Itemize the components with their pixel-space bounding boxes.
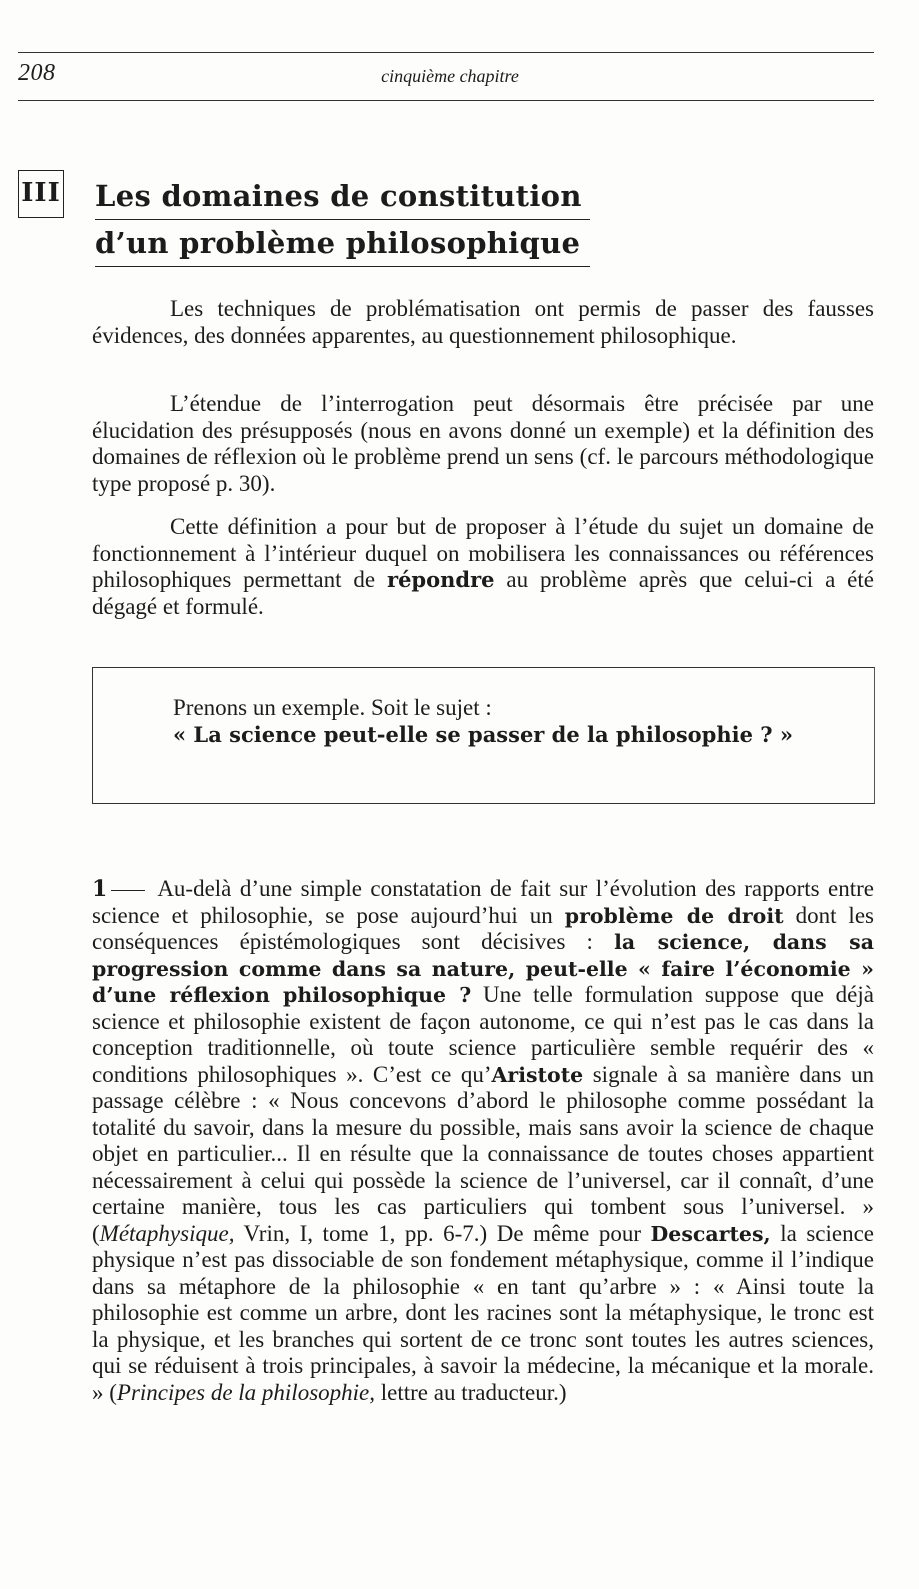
- point-1-bold-2: la science, dans sa progression comme dans sa nature, peut-elle « faire l’économie » d’une réflexion philosophique ?: [92, 930, 874, 1007]
- example-subject: « La science peut-elle se passer de la philosophie ? »: [173, 722, 794, 747]
- point-1-text-6: la science physique n’est pas dissociable de son fondement métaphysique, comme il l’indique dans sa métaphore de la philosophie « en tant qu’arbre » : « Ainsi toute la philosophie est comme un arbre, dont les racines sont la métaphysique, le tronc est la physique, et les branches qui sortent de ce tronc sont toutes les autres sciences, qui se réduisent à trois principales, à savoir la médecine, la mécanique et la morale. » (: [92, 1220, 874, 1405]
- point-1-text-5: Vrin, I, tome 1, pp. 6-7.) De même pour: [234, 1220, 651, 1246]
- header-bottom-rule: [18, 100, 874, 101]
- point-1-text-7: lettre au traducteur.): [375, 1379, 567, 1405]
- section-title: [95, 173, 605, 267]
- point-1-bold-aristote: Aristote: [491, 1062, 584, 1087]
- point-1-italic-principes: Principes de la philosophie,: [116, 1379, 375, 1405]
- point-1-number: 1: [92, 876, 108, 902]
- paragraph-3: [92, 514, 874, 620]
- point-1-dash: [111, 890, 145, 891]
- example-content: [173, 694, 813, 748]
- header-top-rule: [18, 52, 874, 53]
- example-box: [92, 667, 875, 804]
- point-1-bold-1: problème de droit: [564, 903, 784, 928]
- example-intro: Prenons un exemple. Soit le sujet :: [173, 695, 492, 720]
- paragraph-1-text: Les techniques de problématisation ont permis de passer des fausses évidences, des données apparentes, au questionnement philosophique.: [92, 296, 874, 348]
- point-1-text-1: Au-delà d’une simple constatation de fait sur l’évolution des rapports entre science et philosophie, se pose aujourd’hui un: [92, 876, 874, 928]
- point-1: [92, 876, 874, 1406]
- paragraph-3-text-b: au problème après que celui-ci a été dégagé et formulé.: [92, 567, 874, 619]
- point-1-text-3: Une telle formulation suppose que déjà science et philosophie existent de façon autonome, ce qui n’est pas le cas dans la conception traditionnelle, où toute science particulière semble requérir des « conditions philosophiques ». C’est ce qu’: [92, 982, 874, 1087]
- point-1-bold-descartes: Descartes,: [650, 1221, 771, 1246]
- paragraph-3-text-a: Cette définition a pour but de proposer à l’étude du sujet un domaine de fonctionnement à l’intérieur duquel on mobilisera les connaissances ou références philosophiques permettant de: [92, 514, 874, 592]
- section-title-line-2: d’un problème philosophique: [95, 220, 590, 267]
- section-numeral-box: III: [18, 170, 64, 218]
- paragraph-2-text: L’étendue de l’interrogation peut désormais être précisée par une élucidation des présupposés (nous en avons donné un exemple) et la définition des domaines de réflexion où le problème prend un sens (cf. le parcours méthodologique type proposé p. 30).: [92, 391, 874, 496]
- section-title-line-1: Les domaines de constitution: [95, 173, 590, 220]
- paragraph-2: [92, 391, 874, 497]
- paragraph-3-bold: répondre: [387, 567, 495, 592]
- running-head: cinquième chapitre: [381, 66, 519, 86]
- point-1-italic-metaphysique: Métaphysique,: [99, 1220, 235, 1246]
- paragraph-1: [92, 296, 874, 349]
- page-number: 208: [18, 60, 56, 86]
- point-1-text-2: dont les conséquences épistémologiques sont décisives :: [92, 902, 874, 954]
- point-1-text-4: signale à sa manière dans un passage célèbre : « Nous concevons d’abord le philosophe comme possédant la totalité du savoir, dans la mesure du possible, mais sans avoir la science de chaque objet en particulier... Il en résulte que la connaissance de toutes choses appartient nécessairement à celui qui possède la science de l’universel, car il connaît, d’une certaine manière, tous les cas particuliers qui tombent sous l’universel. » (: [92, 1061, 874, 1246]
